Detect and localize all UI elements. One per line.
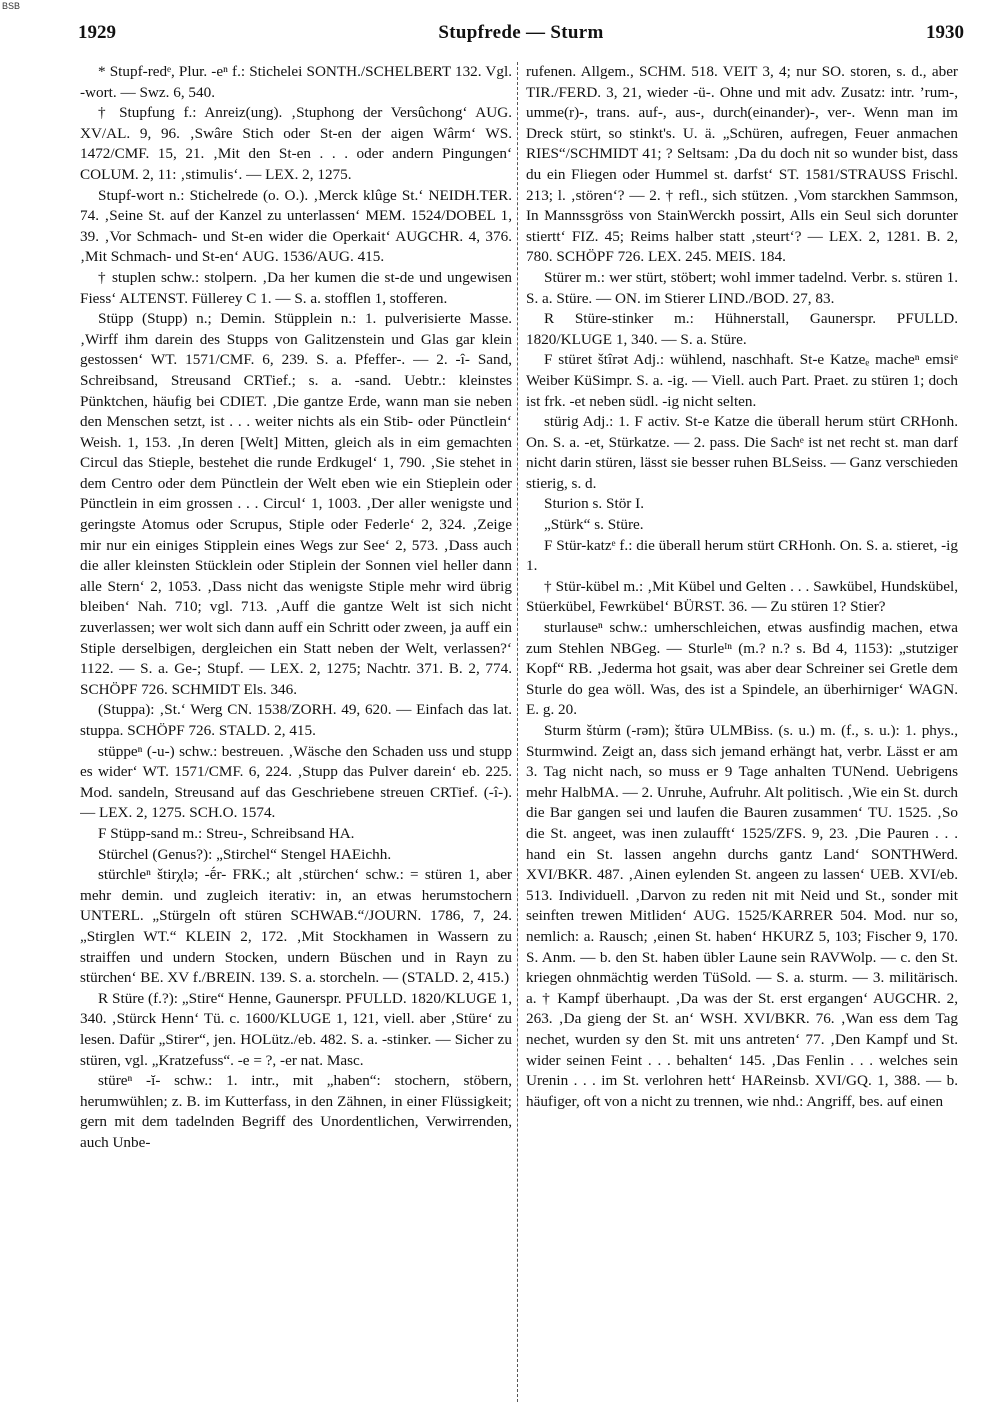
entry-stuerig: stürig Adj.: 1. F activ. St-e Katze die überall herum stürt CRHonh. On. S. a. -et, Stürkatze. — 2. pass. Die Sachᵉ ist net recht st. man darf nicht darin stüren, lässt sie besser ruhen BLSeiss. — Ganz verschieden stierig, s. d. [526,413,958,492]
entry-stuppa: (Stuppa): ‚St.‘ Werg CN. 1538/ZORH. 49, 620. — Einfach das lat. stuppa. SCHÖPF 726. STALD. 2, 415. [80,701,512,739]
left-column [80,62,512,1402]
entry-sturlausen: sturlauseⁿ schw.: umherschleichen, etwas ausfindig machen, etwa zum Stehlen NBGeg. — Sturleᴵⁿ (m.? n.? s. Bd 4, 1153): „stutziger Kopf“ RB. ‚Jederma hot gsait, was aber dear Schreiner sei Gretle dem Sturle do gea wöll. Was, des ist a Spindele, an überhirniger‘ WAGN. E. g. 20. [526,619,958,719]
right-column [526,62,958,1402]
running-title: Stupfrede — Sturm [438,22,604,43]
entry-sturion: Sturion s. Stör I. [544,495,644,513]
entry-stuere-noun: R Stüre (f.?): „Stire“ Henne, Gaunerspr. PFULLD. 1820/KLUGE 1, 340. ‚Stürck Henn‘ Tü. c. 1600/KLUGE 1, 121, viell. aber ‚Stüre‘ zu lesen. Dafür „Stirer“, jen. HOLütz./eb. 482. S. a. -stinker. — Sicher zu stüren, vgl. „Kratzefuss“. -e = ?, -er nat. Masc. [80,989,512,1069]
entry-stuepp-sand: F Stüpp-sand m.: Streu-, Schreibsand HA. [98,824,355,842]
entry-stueren: stüreⁿ -ĭ- schw.: 1. intr., mit „haben“: stochern, stöbern, herumwühlen; z. B. im Kutterfass, in den Zähnen, in einer Flüssigkeit; gern mit dem tadelnden Begriff des Unordentlichen, Verwirrenden, auch Unbe- [80,1072,512,1151]
entry-stupfung: † Stupfung f.: Anreiz(ung). ‚Stuphong der Versûchong‘ AUG. XV/AL. 9, 96. ‚Swâre Stich oder St-en der aigen Wârm‘ WS. 1472/CMF. 15, 21. ‚Mit den St-en . . . oder andern Pingungen‘ COLUM. 2, 11: ‚stimulis‘. — LEX. 2, 1275. [80,104,512,183]
entry-stuerk: „Stürk“ s. Stüre. [544,516,644,534]
entry-stuerchel: Stürchel (Genus?): „Stirchel“ Stengel HAEichh. [98,845,392,863]
entry-stueppen: stüppeⁿ (-u-) schw.: bestreuen. ‚Wäsche den Schaden uss und stupp es wider‘ WT. 1571/CMF. 6, 224. ‚Stupp das Pulver darein‘ eb. 225. Mod. sandeln, Streusand auf das Geschriebene streuen CRTief. (-î-). — LEX. 2, 1275. SCH.O. 1574. [80,742,512,822]
page-header [78,16,964,46]
entry-stueret: F stüret štîrət Adj.: wühlend, naschhaft. St-e Katzeₑ macheⁿ emsiᵉ Weiber KüSimpr. S. a. -ig. — Viell. auch Part. Praet. zu stüren 1; doch ist frk. -et neben südl. -ig nicht selten. [526,351,958,410]
page-number-left: 1929 [78,22,116,43]
entry-stuer-kuebel: † Stür-kübel m.: ‚Mit Kübel und Gelten . . . Sawkübel, Hundskübel, Stüerkübel, Fewrkübel‘ BÜRST. 36. — Zu stüren 1? Stier? [526,577,958,616]
page-number-right: 1930 [926,22,964,43]
entry-stueren-continued: rufenen. Allgem., SCHM. 518. VEIT 3, 4; nur SO. storen, s. d., aber TIR./FERD. 3, 21, wieder -ü-. Ohne und mit adv. Zusatz: intr. ’rum-, umme(r)-, trans. auf-, aus-, durch(einander)-, ver-. Wenn man im Dreck stürt, so stinkt's. U. ä. „Schüren, aufregen, Feuer anmachen RIES“/SCHMIDT 41; ? Seltsam: ‚Da du doch nit so wunder bist, dass du ein Fliegen oder Hummel st. darfst‘ ST. 1581/STRAUSS Frischl. 213; l. ‚stören‘? — 2. † refl., sich stützen. ‚Vom starckhen Sammson, In Mannssgröss von StainWerckh possirt, Alls ein Seul sich dorunter stiertt‘ FIZ. 45; Reims halber statt ‚steurt‘? — LEX. 2, 1281. B. 2, 780. SCHÖPF 726. LEX. 245. MEIS. 184. [526,63,958,266]
entry-stupf-wort: Stupf-wort n.: Stichelrede (o. O.). ‚Merck klûge St.‘ NEIDH.TER. 74. ‚Seine St. auf der Kanzel zu unterlassen‘ MEM. 1524/DOBEL 1, 39. ‚Vor Schmach- und St-en wider die Operkait‘ AUGCHR. 4, 376. ‚Mit Schmach- und St-en‘ AUG. 1536/AUG. 415. [80,186,512,266]
entry-stuerer: Stürer m.: wer stürt, stöbert; wohl immer tadelnd. Verbr. s. stüren 1. S. a. Stüre. — ON. im Stierer LIND./BOD. 27, 83. [526,268,958,307]
entry-stupfrede: * Stupf-redᵉ, Plur. -eⁿ f.: Stichelei SONTH./SCHELBERT 132. Vgl. -wort. — Swz. 6, 540. [80,63,512,101]
library-stamp: BSB [2,1,21,11]
entry-stuplen: † stuplen schw.: stolpern. ‚Da her kumen die st-de und ungewisen Fiess‘ ALTENST. Füllerey C 1. — S. a. stofflen 1, stofferen. [80,268,512,307]
column-divider [517,62,518,1402]
entry-stuere-stinker: R Stüre-stinker m.: Hühnerstall, Gaunerspr. PFULLD. 1820/KLUGE 1, 340. — S. a. Stüre. [526,310,958,348]
entry-stuer-katze: F Stür-katzᵉ f.: die überall herum stürt CRHonh. On. S. a. stieret, -ig 1. [526,536,958,575]
entry-stuerchlen: stürchleⁿ štirχlə; -ḗr- FRK.; alt ‚stürchen‘ schw.: = stüren 1, aber mehr demin. und zugleich iterativ: in, an etwas herumstochern UNTERL. „Stürgeln oft stüren SCHWAB.“/JOURN. 1786, 7, 24. „Stirglen WT.“ KLEIN 2, 172. ‚Mit Stockhamen in Wassern zu straiffen und undern Stocken, undern Büschen und in Rayn zu stürchen‘ BE. XV f./BREIN. 139. S. a. storcheln. — (STALD. 2, 415.) [80,866,512,987]
entry-sturm: Sturm štu̇rm (-rəm); štūrə ULMBiss. (s. u.) m. (f., s. u.): 1. phys., Sturmwind. Zeigt an, dass sich jemand erhängt hat, verbr. Lässt er am 3. Tag nicht nach, so muss er 9 Tage anhalten TUNend. Uebrigens mehr HalbMA. — 2. Unruhe, Aufruhr. Alt politisch. ‚Wie ein St. durch die Bar gangen sei und laufen die Bauren zusammen‘ TU. 1525. ‚So die St. angeet, was inen zulaufft‘ 1525/ZFS. 9, 23. ‚Die Pauren . . . hand ein St. lassen angehn durchs gantz Land‘ SONTHWerd. XVI/BKR. 487. ‚Ainen eylenden St. angeen zu lassen‘ UEB. XVI/eb. 513. Individuell. ‚Darvon zu reden nit mit Neid und St., sonder mit seinften trewen Mitliden‘ AUG. 1525/KARRER 504. Mod. nur so, nemlich: a. Rausch; ‚einen St. haben‘ HKURZ 5, 103; Fischer 9, 170. S. Anm. — b. den St. haben übler Laune sein RAVWolp. — c. den St. kriegen ohnmächtig werden TüSold. — S. a. sturm. — 3. militärisch. a. † Kampf überhaupt. ‚Da was der St. erst ergangen‘ AUGCHR. 2, 263. ‚Da gieng der St. an‘ WSH. XVI/BKR. 76. ‚Wan ess dem Tag nechet, wurden sy den St. mit uns antreten‘ 77. ‚Den Kampf und St. wider seinen Feint . . . behalten‘ 145. ‚Das Fenlin . . . welches sein Urenin . . . im St. verlohren hett‘ HAReinsb. XVI/GQ. 1, 388. — b. häufiger, oft von a nicht zu trennen, wie nhd.: Angriff, bes. auf einen [526,722,958,1110]
entry-stuepp: Stüpp (Stupp) n.; Demin. Stüpplein n.: 1. pulverisierte Masse. ‚Wirff ihm darein des Stupps von Galitzenstein und Glas gar klein gestossen‘ WT. 1571/CMF. 6, 239. S. a. Pfeffer-. — 2. -î- Sand, Schreibsand, Streusand CRTief.; s. a. -sand. Uebtr.: kleinstes Pünktchen, häufig bei CDIET. ‚Die gantze Erde, wann man sie neben den Menschen setzt, ist . . . weiter nichts als ein Stib- oder Pünctlein‘ Weish. 1, 153. ‚In deren [Welt] Mitten, gleich als in eim gemachten Circul das Stieple, bestehet die runde Erdkugel‘ 1, 790. ‚Sie stehet in dem Centro oder dem Pünctlein der Welt eben wie ein Stieplein oder Pünctlein in eim grossen . . . Circul‘ 1, 1003. ‚Der aller wenigste und geringste Atomus oder Scrupus, Stiple oder Federle‘ 2, 324. ‚Zeige mir nur ein einiges Stipplein eines Wegs zur See‘ 2, 573. ‚Dass auch die aller kleinsten Stücklein oder Stiplein der Sonnen viel heller dann alle Stern‘ 2, 1053. ‚Dass nicht das wenigste Stiple mehr wird übrig bleiben‘ Nah. 710; vgl. 713. ‚Auff die gantze Welt ist sich nicht zuverlassen; wer wolt sich dann auff ein Schritt oder zween, ja auff ein Stiple derselbigen, dergleichen ein Statt neben der Welt, verlassen?‘ 1122. — S. a. Ge-; Stupf. — LEX. 2, 1275; Nachtr. 371. B. 2, 774. SCHÖPF 726. SCHMIDT Els. 346. [80,310,512,698]
